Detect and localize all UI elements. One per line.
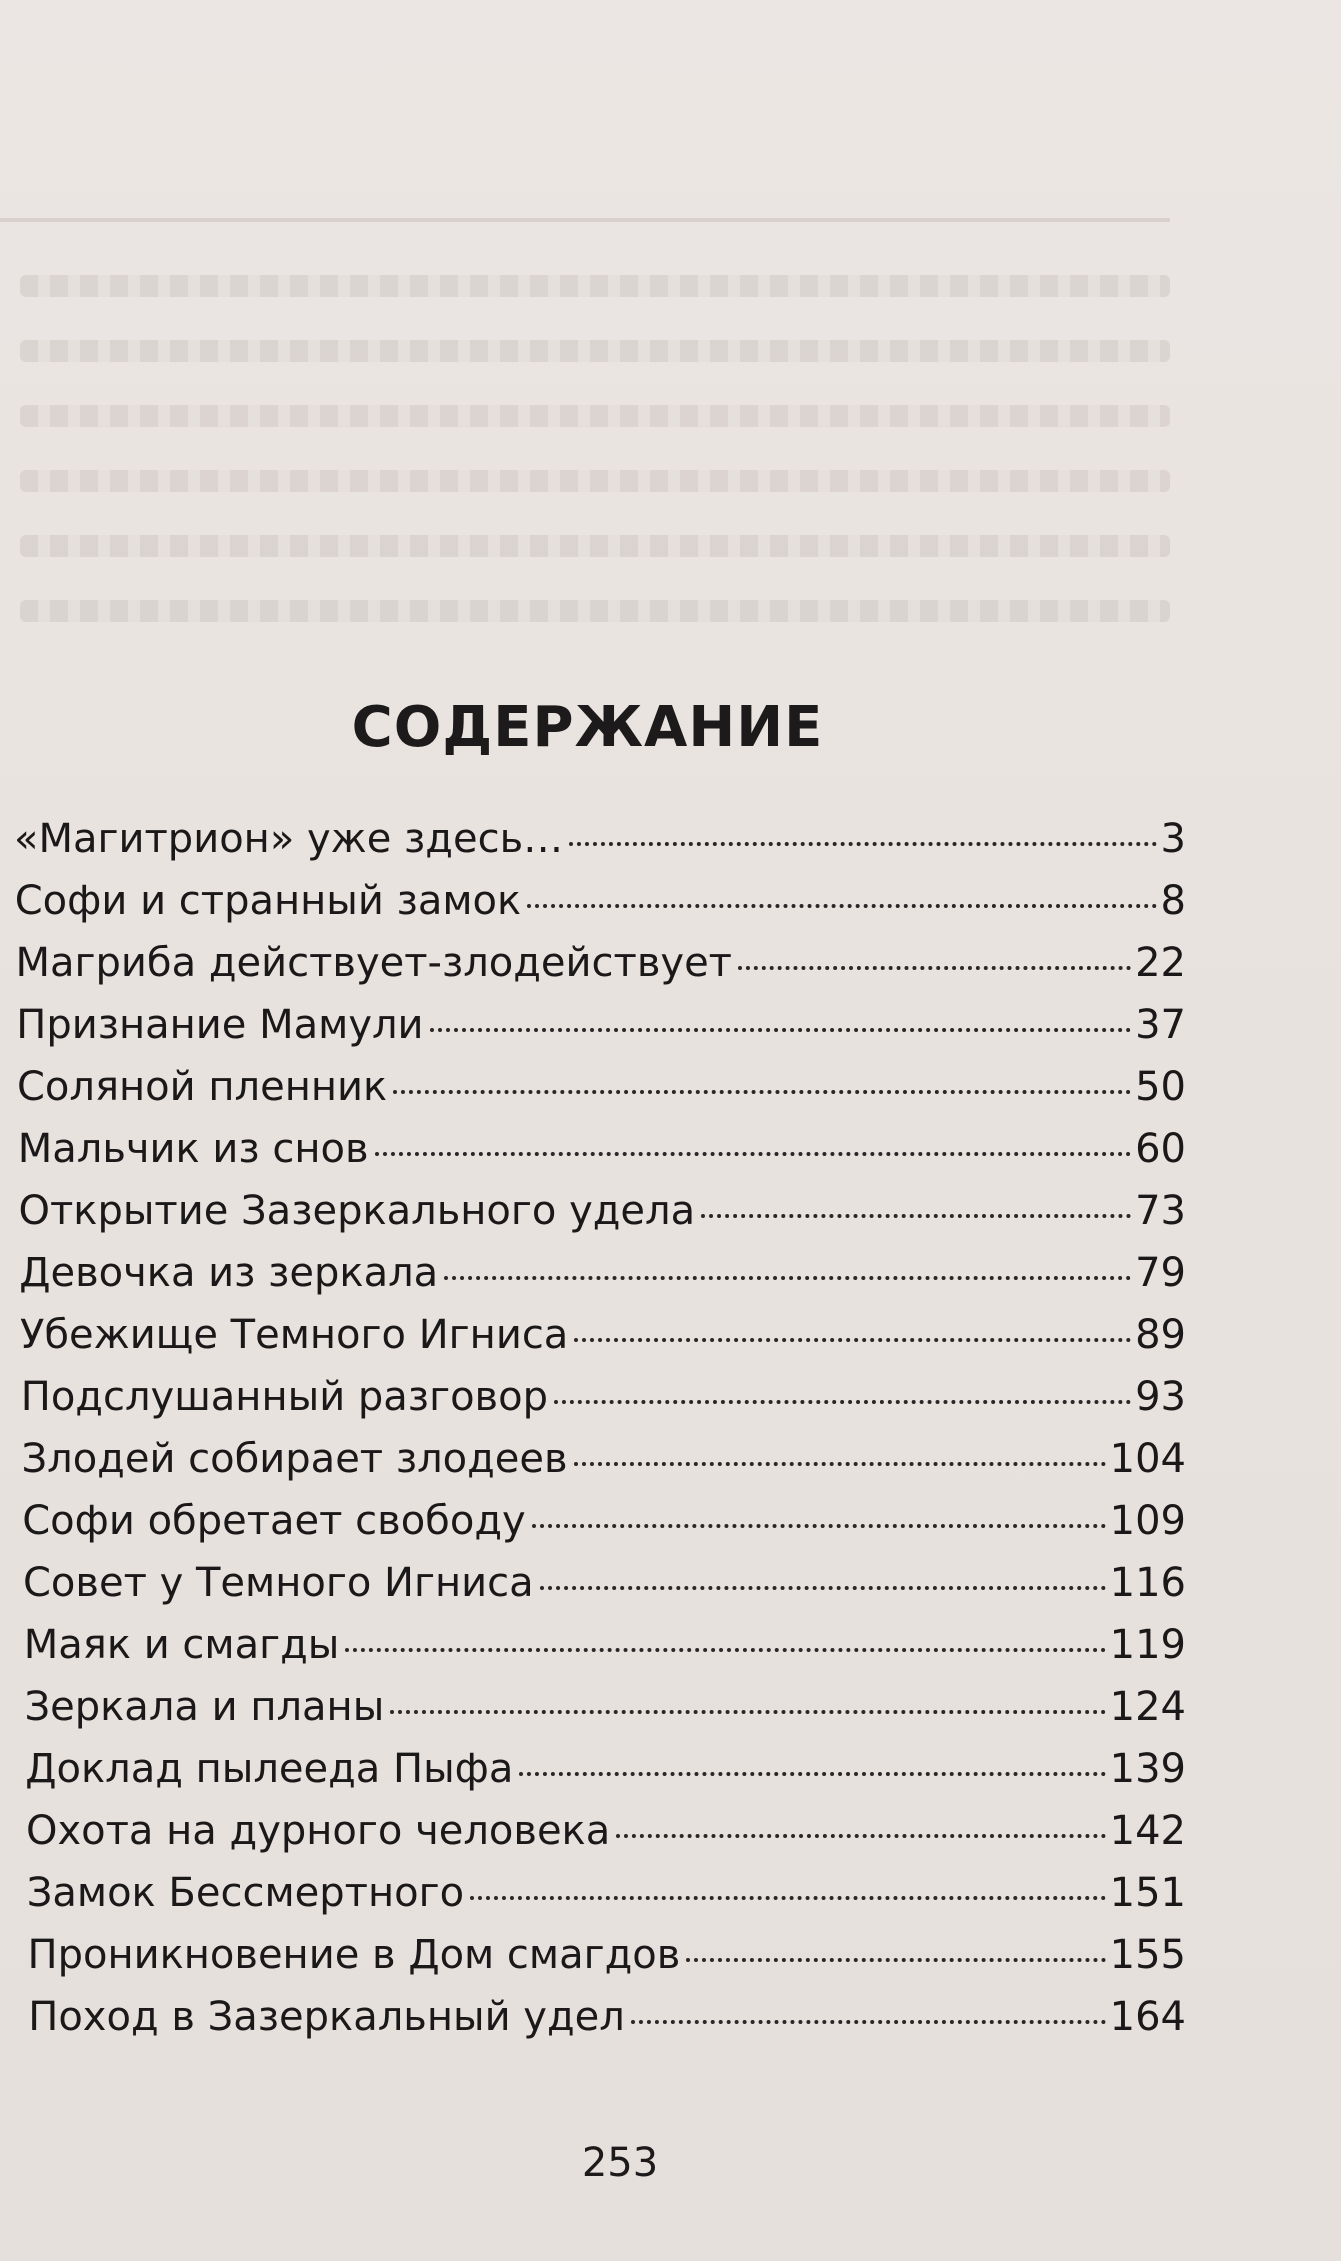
show-through-line bbox=[20, 470, 1170, 492]
table-of-contents bbox=[14, 808, 1186, 2048]
toc-dot-leader bbox=[519, 1772, 1105, 1776]
toc-entry-title: Софи обретает свободу bbox=[22, 1498, 526, 1544]
toc-dot-leader bbox=[393, 1090, 1131, 1094]
toc-dot-leader bbox=[444, 1276, 1131, 1280]
toc-dot-leader bbox=[532, 1524, 1106, 1528]
toc-entry-title: Проникновение в Дом смагдов bbox=[27, 1932, 681, 1978]
toc-entry-title: Совет у Темного Игниса bbox=[23, 1560, 534, 1606]
toc-entry bbox=[14, 1862, 1186, 1924]
toc-entry bbox=[14, 932, 1186, 994]
toc-entry-page: 155 bbox=[1109, 1932, 1186, 1978]
show-through-line bbox=[20, 275, 1170, 297]
toc-entry-page: 142 bbox=[1109, 1808, 1186, 1854]
toc-entry-page: 93 bbox=[1135, 1374, 1186, 1420]
toc-entry-page: 37 bbox=[1135, 1002, 1186, 1048]
toc-entry bbox=[14, 1614, 1186, 1676]
toc-dot-leader bbox=[554, 1400, 1131, 1404]
toc-entry-page: 8 bbox=[1160, 878, 1186, 924]
toc-dot-leader bbox=[631, 2020, 1106, 2024]
show-through-line bbox=[20, 340, 1170, 362]
show-through-line bbox=[20, 600, 1170, 622]
show-through-line bbox=[20, 535, 1170, 557]
page-title: СОДЕРЖАНИЕ bbox=[351, 695, 824, 760]
toc-entry-title: Убежище Темного Игниса bbox=[20, 1312, 569, 1358]
toc-entry bbox=[14, 1428, 1186, 1490]
toc-entry-page: 104 bbox=[1109, 1436, 1186, 1482]
toc-entry bbox=[14, 1490, 1186, 1552]
toc-entry-title: Злодей собирает злодеев bbox=[21, 1436, 568, 1482]
toc-entry-title: Охота на дурного человека bbox=[26, 1808, 611, 1854]
toc-entry-title: Маяк и смагды bbox=[23, 1622, 340, 1668]
toc-dot-leader bbox=[686, 1958, 1105, 1962]
toc-entry bbox=[14, 1242, 1186, 1304]
toc-entry bbox=[14, 1366, 1186, 1428]
show-through-line bbox=[20, 405, 1170, 427]
toc-entry-page: 164 bbox=[1109, 1994, 1186, 2040]
toc-entry-title: Признание Мамули bbox=[16, 1002, 424, 1048]
toc-entry-page: 119 bbox=[1109, 1622, 1186, 1668]
toc-entry bbox=[14, 1738, 1186, 1800]
toc-dot-leader bbox=[569, 842, 1156, 846]
toc-entry-title: Поход в Зазеркальный удел bbox=[28, 1994, 625, 2040]
toc-dot-leader bbox=[390, 1710, 1105, 1714]
toc-entry-title: Софи и странный замок bbox=[14, 878, 522, 924]
toc-entry bbox=[14, 870, 1186, 932]
toc-dot-leader bbox=[527, 904, 1156, 908]
toc-dot-leader bbox=[616, 1834, 1105, 1838]
toc-entry bbox=[14, 994, 1186, 1056]
toc-dot-leader bbox=[375, 1152, 1132, 1156]
toc-entry bbox=[14, 1118, 1186, 1180]
toc-entry bbox=[14, 1676, 1186, 1738]
toc-entry-page: 89 bbox=[1135, 1312, 1186, 1358]
show-through-rule bbox=[0, 218, 1170, 222]
toc-entry-page: 60 bbox=[1135, 1126, 1186, 1172]
toc-entry-title: Зеркала и планы bbox=[24, 1684, 385, 1730]
toc-entry-page: 151 bbox=[1109, 1870, 1186, 1916]
toc-entry-title: Доклад пылееда Пыфа bbox=[25, 1746, 514, 1792]
toc-entry bbox=[14, 1304, 1186, 1366]
toc-dot-leader bbox=[701, 1214, 1131, 1218]
toc-entry-title: Замок Бессмертного bbox=[26, 1870, 465, 1916]
toc-entry bbox=[14, 1986, 1186, 2048]
toc-dot-leader bbox=[540, 1586, 1106, 1590]
toc-entry-page: 50 bbox=[1135, 1064, 1186, 1110]
toc-entry-title: «Магитрион» уже здесь… bbox=[14, 816, 564, 862]
toc-dot-leader bbox=[738, 966, 1131, 970]
toc-entry-page: 22 bbox=[1135, 940, 1186, 986]
toc-entry bbox=[14, 808, 1186, 870]
toc-entry-page: 73 bbox=[1135, 1188, 1186, 1234]
toc-entry-page: 79 bbox=[1135, 1250, 1186, 1296]
toc-entry-title: Девочка из зеркала bbox=[19, 1250, 439, 1296]
toc-entry-page: 124 bbox=[1109, 1684, 1186, 1730]
page-number: 253 bbox=[581, 2140, 659, 2186]
toc-dot-leader bbox=[345, 1648, 1105, 1652]
toc-entry-title: Соляной пленник bbox=[17, 1064, 388, 1110]
toc-dot-leader bbox=[574, 1338, 1131, 1342]
toc-entry-title: Подслушанный разговор bbox=[20, 1374, 548, 1420]
toc-entry-page: 3 bbox=[1160, 816, 1186, 862]
toc-entry-title: Магриба действует-злодействует bbox=[15, 940, 732, 986]
toc-dot-leader bbox=[430, 1028, 1132, 1032]
toc-dot-leader bbox=[574, 1462, 1106, 1466]
toc-entry-page: 109 bbox=[1109, 1498, 1186, 1544]
toc-entry-title: Мальчик из снов bbox=[17, 1126, 369, 1172]
toc-entry bbox=[14, 1924, 1186, 1986]
toc-entry-page: 116 bbox=[1109, 1560, 1186, 1606]
toc-entry bbox=[14, 1056, 1186, 1118]
toc-entry-page: 139 bbox=[1109, 1746, 1186, 1792]
toc-dot-leader bbox=[470, 1896, 1106, 1900]
toc-entry bbox=[14, 1180, 1186, 1242]
toc-entry bbox=[14, 1552, 1186, 1614]
toc-entry bbox=[14, 1800, 1186, 1862]
toc-entry-title: Открытие Зазеркального удела bbox=[18, 1188, 696, 1234]
